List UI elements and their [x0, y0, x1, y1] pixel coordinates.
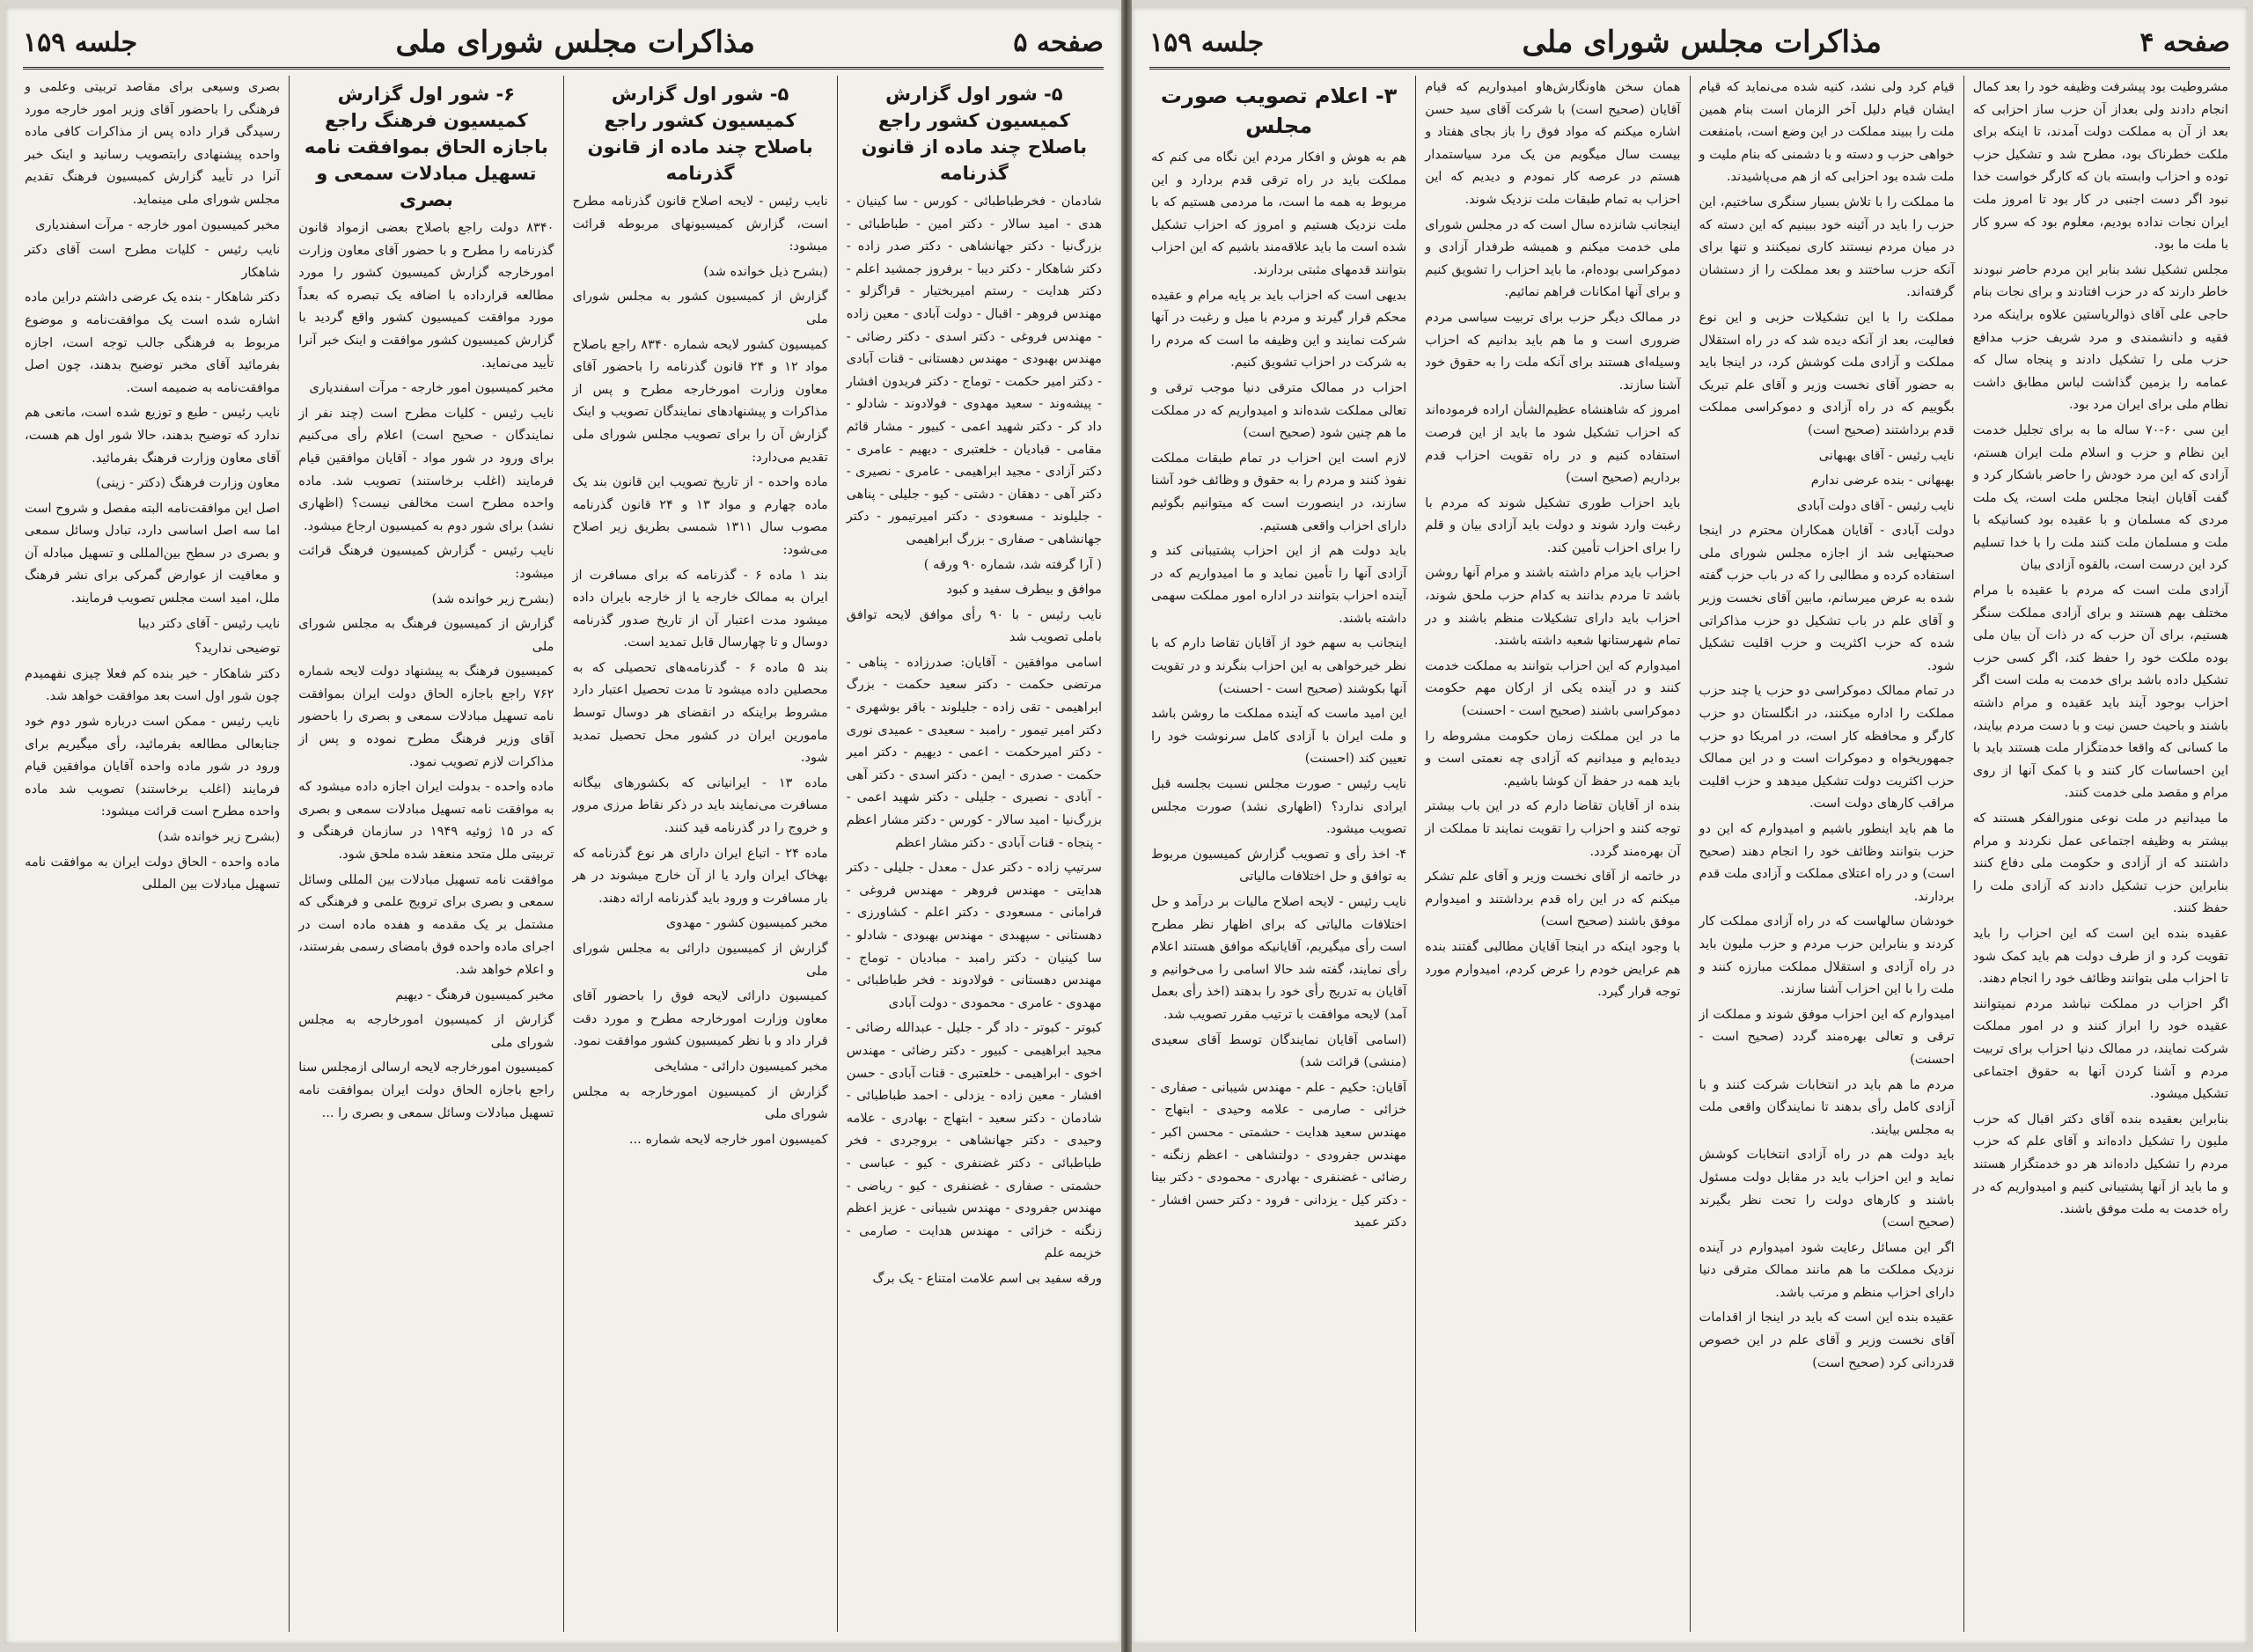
paragraph: مجلس تشکیل نشد بنابر این مردم حاضر نبودند خاطر دارند که در حزب افتادند و برای نجات بنام حاجی علی آقای ذوالریاستین علاوه براینکه مرد فقیه و دانشمندی و مرد شریف حزب مدافع حزب ملی را تشکیل دادند و پنجاه سال که عمامه را بزمین گذاشت لباس مطابق داشت نظام ملی برای ایران مرد بود. — [1972, 261, 2228, 413]
paragraph: بصری وسیعی برای مقاصد تربیتی وعلمی و فرهنگی را باحضور آقای وزیر امور خارجه مورد رسیدگی قرار داده پس از مذاکرات کافی ماده واحده پیشنهادی رابتصویب رسانید و اینک خبر آنرا در تأیید گزارش کمیسیون فرهنگ تقدیم مجلس شورای ملی مینماید. — [25, 79, 281, 207]
right-page-session: جلسه ۱۵۹ — [1149, 26, 1265, 58]
right-page-number: صفحه ۴ — [2139, 26, 2230, 58]
paragraph: امیدوارم که این احزاب بتوانند به مملکت خدمت کنند و در آینده یکی از ارکان مهم حکومت دموکراسی باشند (صحیح است - احسنت) — [1425, 657, 1681, 719]
paragraph: مخبر کمیسیون امور خارجه - مرآت اسفندیاری — [309, 380, 554, 396]
paragraph: ۸۳۴۰ دولت راجع باصلاح بعضی ازمواد قانون گذرنامه را مطرح و با حضور آقای معاون وزارت امورخارجه گزارش کمیسیون کشور را مورد مطالعه قرارداده با اضافه یک تبصره که بعداً مورد موافقت کمیسیون کشور واقع گردید با گزارش کمیسیون کشور موافقت و اینک خبر آنرا تأیید می‌نماید. — [298, 220, 554, 371]
paragraph: در خاتمه از آقای نخست وزیر و آقای علم تشکر میکنم که در این راه قدم برداشتند و امیدوارم موفق باشند (صحیح است) — [1425, 869, 1681, 929]
paragraph: نایب رئیس - صورت مجلس نسبت بجلسه قبل ایرادی ندارد؟ (اظهاری نشد) صورت مجلس تصویب میشود. — [1151, 776, 1407, 837]
paragraph: بند ۱ ماده ۶ - گذرنامه که برای مسافرت از ایران به ممالک خارجه یا از خارجه بایران داده میشود مدت اعتبار آن از تاریخ صدور گذرنامه دوسال و تا چهارسال قابل تمدید است. — [572, 567, 828, 650]
paragraph: اصل این موافقت‌نامه البته مفصل و شروح است اما سه اصل اساسی دارد، تبادل وسائل سمعی و بصری در سطح بین‌المللی و تسهیل مبادله آن و معافیت از عوارض گمرکی برای نشر فرهنگ ملل، امید است مجلس تصویب فرمایند. — [25, 500, 281, 606]
paragraph: عقیده بنده این است که باید در اینجا از اقدامات آقای نخست وزیر و آقای علم در این خصوص قدردانی کرد (صحیح است) — [1699, 1310, 1955, 1370]
paragraph: نایب رئیس - گزارش کمیسیون فرهنگ قرائت میشود: — [298, 543, 554, 581]
paragraph: اینجانب به سهم خود از آقایان تقاضا دارم که با نظر خیرخواهی به این احزاب بنگرند و در تقویت آنها بکوشند (صحیح است - احسنت) — [1151, 635, 1407, 696]
section-heading: ۶- شور اول گزارش کمیسیون فرهنگ راجع باجازه الحاق بموافقت نامه تسهیل مبادلات سمعی و بصری — [304, 84, 548, 210]
paragraph: گزارش از کمیسیون فرهنگ به مجلس شورای ملی — [298, 616, 554, 654]
paragraph: اگر احزاب در مملکت نباشد مردم نمیتوانند عقیده خود را ابراز کنند و در امور مملکت شرکت نمایند، در ممالک دنیا احزاب برای تربیت مردم و آشنا کردن آنها به حقوق اجتماعی تشکیل میشود. — [1972, 995, 2228, 1102]
paragraph: اسامی موافقین - آقایان: صدرزاده - پناهی - مرتضی حکمت - دکتر سعید حکمت - بزرگ ابراهیمی - تقی زاده - جلیلوند - باقر بوشهری - دکتر امیر تیمور - رامبد - سعیدی - عمیدی نوری - دکتر امیرحکمت - اعمی - دیهیم - دکتر امیر حکمت - صدری - ایمن - دکتر اسدی - دکتر آهی - آبادی - نصیری - جلیلی - دکتر شهید اعمی - بزرگ‌نیا - امید سالار - کورس - دکتر مشار اعظم - پنجاه - قنات آبادی - دکتر مشار اعظم — [846, 654, 1102, 850]
paragraph: احزاب باید مرام داشته باشند و مرام آنها روشن باشد تا مردم بدانند به کدام حزب ملحق شوند، احزاب باید دارای تشکیلات منظم باشند و در تمام شهرستانها شعبه داشته باشند. — [1425, 565, 1681, 649]
paragraph: گزارش از کمیسیون کشور به مجلس شورای ملی — [572, 289, 828, 327]
paragraph: (بشرح ذیل خوانده شد) — [703, 263, 828, 279]
paragraph: این امید ماست که آینده مملکت ما روشن باشد و ملت ایران با آزادی کامل سرنوشت خود را تعیین کند (احسنت) — [1151, 706, 1407, 767]
left-page-number: صفحه ۵ — [1013, 26, 1104, 58]
paragraph: ۴- اخذ رأی و تصویب گزارش کمیسیون مربوط به توافق و حل اختلافات مالیاتی — [1151, 846, 1407, 885]
paragraph: سرتیپ زاده - دکتر عدل - معدل - جلیلی - دکتر هدایتی - مهندس فروهر - مهندس فروغی - فرامانی - مسعودی - دکتر اعلم - کشاورزی - دهستانی - سپهبدی - مهندس بهبودی - شادلو - سا کینیان - دکتر رامبد - مبادیان - توماج - مهندس دهستانی - فولادوند - فخر طباطبائی - مهدوی - عامری - محمودی - دولت آبادی — [846, 860, 1102, 1010]
paragraph: (بشرح زیر خوانده شد) — [431, 591, 554, 606]
paragraph: دولت آبادی - آقایان همکاران محترم در اینجا صحبتهایی شد از اجازه مجلس شورای ملی استفاده کرده و مطالبی را که در باب حزب گفته شده به عرض میرسانم، مابین آقای نخست وزیر و آقای علم در باب تشکیل دو حزب مذاکراتی شده که حزب اکثریت و حزب اقلیت تشکیل شود. — [1699, 523, 1955, 673]
paragraph: مخبر کمیسیون دارائی - مشایخی — [654, 1058, 828, 1074]
text-column — [838, 76, 1111, 1632]
text-column — [290, 76, 563, 1632]
paragraph: توضیحی ندارید؟ — [194, 641, 281, 657]
paragraph: امیدوارم که این احزاب موفق شوند و مملکت از ترقی و تعالی بهره‌مند گردد (صحیح است - احسنت) — [1699, 1006, 1955, 1067]
paragraph: این سی ۶۰-۷۰ ساله ما به برای تجلیل خدمت این نظام و حزب و اسلام ملت ایران هستم، آزادی که این مرد خودش را حاضر باشکار کرد و گفت آقایان اینجا مجلس ملت است، یک ملت مردی که مسلمان و با عقیده بود کسانیکه با ملت و مسلمان ملت کنند ملت را با خدا تسلیم کرد این درست است، بالقوه آزادی بیان — [1972, 422, 2228, 573]
paragraph: در تمام ممالک دموکراسی دو حزب یا چند حزب مملکت را اداره میکنند، در انگلستان دو حزب کارگر و محافظه کار است، در امریکا دو حزب جمهوریخواه و دموکرات است و در این ممالک حزب اکثریت دولت تشکیل میدهد و حزب اقلیت مراقب کارهای دولت است. — [1699, 683, 1955, 811]
paragraph: نایب رئیس - آقای دکتر دیبا — [137, 615, 281, 631]
paragraph: نایب رئیس - ممکن است درباره شور دوم خود جنابعالی مطالعه بفرمائید، رأی میگیریم برای ورود در شور ماده واحده آقایان موافقین قیام فرمایند (اغلب برخاستند) تصویب شد ماده واحده مطرح است قرائت میشود: — [25, 714, 281, 819]
paragraph: ماده واحده - الحاق دولت ایران به موافقت نامه تسهیل مبادلات بین المللی — [25, 854, 281, 892]
paragraph: (بشرح زیر خوانده شد) — [158, 829, 281, 844]
paragraph: مشروطیت بود پیشرفت وظیفه خود را بعد کمال انجام دادند ولی بعداز آن حزب ساز احزابی که بعد از آن به مملکت دولت آمدند، تا اینکه برای ملکت خطرناک بود، مطرح شد و تشکیل حزب توده و احزاب وابسته بان که کارگر خواست خدا نبود اگر دست اجنبی در کار بود تا امروز ملت ایران نجات نداده بودیم، معلوم بود که سرو کار با ملت ما بود. — [1972, 79, 2228, 253]
paragraph: بدیهی است که احزاب باید بر پایه مرام و عقیده محکم قرار گیرند و مردم با میل و رغبت در آنها شرکت نمایند و این وظیفه ما است که مردم را به شرکت در احزاب تشویق کنیم. — [1151, 287, 1407, 371]
paragraph: مخبر کمیسیون فرهنگ - دیهیم — [395, 987, 554, 1002]
left-page-columns — [16, 76, 1111, 1632]
paragraph: آزادی ملت است که مردم با عقیده با مرام مختلف بهم هستند و برای آزادی مملکت سنگر هستیم، برای آن حزب که در ذات آن بیان ملی بوده ملکت خود را حفظ کند، اگر کسی حزب تشکیل داده باشد برای خدمت به ملت است اگر احزاب بوجود آیند باید عقیده و مرام داشته باشند و باحیث حسن نیت و با دست مردم بیایند، ما کسانی که واقعا خدمتگزار ملت هستند باید با این احساسات کار کنند و با کمک آنها از روی مرام و مقصد ملی خدمت کنند. — [1972, 583, 2228, 801]
paragraph: گزارش از کمیسیون امورخارجه به مجلس شورای ملی — [298, 1012, 554, 1050]
paragraph: احزاب در ممالک مترقی دنیا موجب ترقی و تعالی مملکت شده‌اند و امیدواریم که در مملکت ما هم چنین شود (صحیح است) — [1151, 379, 1407, 441]
paragraph: نایب رئیس - با ۹۰ رأی موافق لایحه توافق باملی تصویب شد — [846, 606, 1102, 645]
paragraph: شادمان - فخرطباطبائی - کورس - سا کینیان - هدی - امید سالار - دکتر امین - طباطبائی - بزرگ‌نیا - دکتر جهانشاهی - دکتر صدر زاده - دکتر شاهکار - دکتر دیبا - برفروز جمشید اعلم - دکتر هدایت - رستم امیربختیار - قراگزلو - مهندس فروهر - اقبال - دولت آبادی - معین زاده - مهندس فروغی - دکتر اسدی - دکتر رضائی - مهندس بهبودی - مهندس دهستانی - قنات آبادی - دکتر امیر حکمت - توماج - دکتر فریدون افشار - پیشه‌وند - سعید مهدوی - فولادوند - شادلو - داد کر - دکتر شهید اعمی - کبیور - مشار قائم مقامی - قبادیان - خلعتبری - دیهیم - عامری - دکتر آزادی - مجید ابراهیمی - عامری - نصیری - دکتر آهی - دهقان - دشتی - کیو - جلیلی - پناهی - جلیلوند - مسعودی - دکتر امیرتیمور - دکتر جهانشاهی - صفاری - بزرگ ابراهیمی — [846, 194, 1102, 547]
section-heading: ۵- شور اول گزارش کمیسیون کشور راجع باصلاح چند ماده از قانون گذرنامه — [587, 84, 813, 184]
paragraph: مخبر کمیسیون کشور - مهدوی — [665, 915, 828, 931]
paragraph: نایب رئیس - آقای بهبهانی — [1818, 447, 1955, 463]
paragraph: نایب رئیس - لایحه اصلاح قانون گذرنامه مطرح است، گزارش کمیسیونهای مربوطه قرائت میشود: — [572, 194, 828, 254]
paragraph: نایب رئیس - آقای دولت آبادی — [1796, 497, 1955, 513]
paragraph: ماده ۲۴ - اتباع ایران دارای هر نوع گذرنامه که بهخاک ایران وارد یا از آن خارج میشوند در هر بار مسافرت و ورود باید گذرنامه ارائه دهند. — [572, 845, 828, 906]
paragraph: مردم ما هم باید در انتخابات شرکت کنند و با آزادی کامل رأی بدهند تا نمایندگان واقعی ملت به مجلس بیایند. — [1699, 1076, 1955, 1137]
paragraph: کمیسیون فرهنگ به پیشنهاد دولت لایحه شماره ۷۶۲ راجع باجازه الحاق دولت ایران بموافقت نامه تسهیل مبادلات سمعی و بصری را باحضور آقای وزیر فرهنگ مطرح نموده و پس از مذاکرات لازم تصویب نمود. — [298, 664, 554, 769]
paragraph: عقیده بنده این است که این احزاب را باید تقویت کرد و از طرف دولت هم باید کمک شود تا احزاب ملی بتوانند وظائف خود را انجام دهند. — [1972, 925, 2228, 987]
paragraph: نایب رئیس - لایحه اصلاح مالیات بر درآمد و حل اختلافات مالیاتی که برای اظهار نظر مطرح است رأی میگیریم، آقایانیکه موافق هستند اعلام رأی نمایند، گفته شد حالا اسامی را می‌خوانیم و آقایان به تدریج رأی خود را بدهند (اخذ رأی بعمل آمد) لایحه موافقت با ترتیب مقرر تصویب شد. — [1151, 894, 1407, 1022]
paragraph: گزارش از کمیسیون امورخارجه به مجلس شورای ملی — [572, 1083, 828, 1122]
right-page-columns — [1142, 76, 2237, 1632]
paragraph: ماده واحده - از تاریخ تصویب این قانون بند یک ماده چهارم و مواد ۱۳ و ۲۴ قانون گذرنامه مصوب سال ۱۳۱۱ شمسی بطریق زیر اصلاح می‌شود: — [572, 474, 828, 557]
paragraph: مخبر کمیسیون امور خارجه - مرآت اسفندیاری — [35, 217, 281, 232]
paragraph: همان سخن هاونگارش‌هاو امیدواریم که قیام آقایان (صحیح است) با شرکت آقای سید حسن اشاره میکنم که مواد فوق را باز بجای هفتاد و بیست سال میگویم من یک مرد سیاستمدار هستم در عرصه کار نمودم و دیدیم که این احزاب به تمام طبقات ملت نزدیک شوند. — [1425, 79, 1681, 207]
paragraph: نایب رئیس - کلیات مطرح است (چند نفر از نمایندگان - صحیح است) اعلام رأی می‌کنیم برای ورود در شور مواد - آقایان موافقین قیام فرمایند (اغلب برخاستند) تصویب شد. ماده واحده مطرح است مخالفی نیست؟ (اظهاری نشد) برای شور دوم به کمیسیون ارجاع میشود. — [298, 405, 554, 533]
text-column — [1964, 76, 2237, 1632]
paragraph: هم به هوش و افکار مردم این نگاه می کنم که مملکت باید در راه ترقی قدم بردارد و این مربوط به همه ما است، ما مردمی هستیم که با ملت نزدیک هستیم و امروز که احزاب تشکیل شده است ما باید علاقه‌مند باشیم که این احزاب بتوانند قدمهای مثبتی بردارند. — [1151, 150, 1407, 277]
left-page-session: جلسه ۱۵۹ — [23, 26, 138, 58]
text-column — [564, 76, 838, 1632]
paragraph: ما میدانیم در ملت نوعی منورالفکر هستند که بیشتر به وظیفه اجتماعی عمل نکردند و مرام داشتند که از آزادی و حکومت ملی دفاع کنند بنابراین حزب تشکیل دادند که آزادی ملت را حفظ کنند. — [1972, 811, 2228, 916]
paragraph: ما مملکت را با تلاش بسیار سنگری ساختیم، این حزب را باید در آئینه خود ببینیم که این دسته که در میان مردم نیستند کاری نمیکنند و تنها برای آنکه حزب ساختند و بعد مملکت را از دستشان گرفته‌اند. — [1699, 194, 1955, 300]
paragraph: اگر این مسائل رعایت شود امیدوارم در آینده نزدیک مملکت ما هم مانند ممالک مترقی دنیا دارای احزاب منظم و مرتب باشد. — [1699, 1239, 1955, 1300]
paragraph: قیام کرد ولی نشد، کنیه شده می‌نماید که قیام ایشان قیام دلیل آخر الزمان است بنام همین ملت را ببیند مملکت در این وضع است، بامنفعت خواهی حزب و دسته و با دشمنی که بنام ملیت و ملت شده بود احزابی که از هم می‌پاشیدند. — [1699, 79, 1955, 185]
paragraph: (اسامی آقایان نمایندگان توسط آقای سعیدی (منشی) قرائت شد) — [1151, 1032, 1407, 1070]
paragraph: کمیسیون امور خارجه لایحه شماره ... — [628, 1131, 828, 1147]
left-page-title: مذاکرات مجلس شورای ملی — [395, 25, 755, 60]
paragraph: امروز که شاهنشاه عظیم‌الشأن اراده فرموده‌اند که احزاب تشکیل شود ما باید از این فرصت استفاده کنیم و در راه تقویت احزاب قدم برداریم (صحیح است) — [1425, 402, 1681, 486]
paragraph: معاون وزارت فرهنگ (دکتر - زینی) — [95, 475, 281, 491]
paragraph: کمیسیون کشور لایحه شماره ۸۳۴۰ راجع باصلاح مواد ۱۲ و ۲۴ قانون گذرنامه را باحضور آقای معاون وزارت امورخارجه مطرح و پس از مذاکرات و پیشنهادهای نمایندگان تصویب و اینک گزارش آن را برای تصویب مجلس شورای ملی تقدیم می‌دارد: — [572, 336, 828, 465]
paragraph: بند ۵ ماده ۶ - گذرنامه‌های تحصیلی که به محصلین داده میشود تا مدت تحصیل اعتبار دارد مشروط براینکه در انقضای هر دوسال توسط مامورین ایران در کشور محل تحصیل تمدید شود. — [572, 659, 828, 766]
paragraph: کبوتر - کبوتر - داد گر - جلیل - عبدالله رضائی - مجید ابراهیمی - کبیور - دکتر رضائی - مهندس اخوی - ابراهیمی - خلعتبری - قنات آبادی - حسن افشار - معین زاده - یزدلی - احمد طباطبائی - شادمان - دکتر سعید - ابتهاج - بهادری - علامه وحیدی - دکتر جهانشاهی - بروجردی - فخر طباطبائی - دکتر غضنفری - کیو - عباسی - حشمتی - صفاری - غضنفری - کیو - ریاضی - مهندس جفرودی - مهندس شیبانی - عزیز اعظم زنگنه - خزائی - مهندس هدایت - صارمی - خزیمه علم — [846, 1020, 1102, 1261]
text-column — [1691, 76, 1964, 1632]
left-page — [5, 7, 1121, 1644]
paragraph: کمیسیون دارائی لایحه فوق را باحضور آقای معاون وزارت امورخارجه مطرح و مورد دقت قرار داد و با نظر کمیسیون کشور موافقت نمود. — [572, 988, 828, 1049]
right-page — [1132, 7, 2248, 1644]
paragraph: آقایان: حکیم - علم - مهندس شیبانی - صفاری - خزائی - صارمی - علامه وحیدی - ابتهاج - مهندس سعید هدایت - حشمتی - محسن اکبر - مهندس جفرودی - دولتشاهی - اعظم زنگنه - رضائی - غضنفری - بهادری - محمودی - دکتر بینا - دکتر کیل - یزدانی - فرود - دکتر حسن افشار - دکتر عمید — [1151, 1079, 1407, 1230]
paragraph: مملکت را با این تشکیلات حزبی و این نوع فعالیت، بعد از آنکه دیده شد که در راه استقلال مملکت و آزادی ملت کوشش کرد، در اینجا باید به حضور آقای نخست وزیر و آقای علم تبریک بگوییم که در راه آزادی و دموکراسی مملکت قدم برداشتند (صحیح است) — [1699, 309, 1955, 437]
text-column — [1142, 76, 1416, 1632]
paragraph: ما هم باید اینطور باشیم و امیدوارم که این دو حزب بتوانند وظائف خود را انجام دهند (صحیح است) و در راه اعتلای مملکت و آزادی ملت قدم بردارند. — [1699, 821, 1955, 904]
paragraph: باید احزاب طوری تشکیل شوند که مردم با رغبت وارد شوند و دولت باید آزادی بیان و قلم را برای احزاب تأمین کند. — [1425, 495, 1681, 555]
paragraph: در ممالک دیگر حزب برای تربیت سیاسی مردم ضروری است و ما هم باید بدانیم که احزاب وسیله‌ای هستند برای آنکه ملت را به حقوق خود آشنا سازند. — [1425, 309, 1681, 393]
paragraph: بهبهانی - بنده عرضی ندارم — [1810, 473, 1955, 488]
paragraph: ماده ۱۳ - ایرانیانی که بکشورهای بیگانه مسافرت می‌نمایند باید در ذکر نقاط مرزی مرور و خروج را در گذرنامه قید کنند. — [572, 775, 828, 836]
paragraph: موافقت نامه تسهیل مبادلات بین المللی وسائل سمعی و بصری برای ترویج علمی و فرهنگی که مشتمل بر یک مقدمه و هفده ماده است در اجرای ماده واحده فوق بامضای رسمی بفرستند، و اعلام خواهد شد. — [298, 871, 554, 977]
paragraph: خودشان سالهاست که در راه آزادی مملکت کار کردند و بنابراین حزب مردم و حزب ملیون باید در راه آزادی و استقلال مملکت مبارزه کنند و ملت را با این احزاب آشنا سازند. — [1699, 914, 1955, 997]
section-heading: ۳- اعلام تصویب صورت مجلس — [1160, 84, 1398, 138]
book-gutter — [1121, 0, 1132, 1652]
paragraph: نایب رئیس - کلیات مطرح است آقای دکتر شاهکار — [25, 242, 281, 280]
paragraph: لازم است این احزاب در تمام طبقات مملکت نفوذ کنند و مردم را به حقوق و وظائف خود آشنا سازند، در اینصورت است که میتوانیم بگوئیم دارای احزاب واقعی هستیم. — [1151, 450, 1407, 533]
paragraph: نایب رئیس - طبع و توزیع شده است، مانعی هم ندارد که توضیح بدهند، حالا شور اول هم هست، آقای معاون وزارت فرهنگ بفرمائید. — [25, 405, 281, 466]
paragraph: ورقه سفید بی اسم علامت امتناع - یک برگ — [872, 1270, 1102, 1286]
paragraph: ( آرا گرفته شد، شماره ۹۰ ورقه ) — [923, 556, 1102, 572]
text-column — [16, 76, 290, 1632]
right-page-title: مذاکرات مجلس شورای ملی — [1522, 25, 1882, 60]
paragraph: بنده از آقایان تقاضا دارم که در این باب بیشتر توجه کنند و احزاب را تقویت نمایند تا مملکت از آن بهره‌مند گردد. — [1425, 798, 1681, 859]
paragraph: کمیسیون امورخارجه لایحه ارسالی ازمجلس سنا راجع باجازه الحاق دولت ایران بموافقت نامه تسهیل مبادلات وسائل سمعی و بصری را ... — [298, 1060, 554, 1120]
left-page-header — [23, 18, 1104, 70]
paragraph: باید دولت هم در راه آزادی انتخابات کوشش نماید و این احزاب باید در مقابل دولت مسئول باشند و کارهای دولت را تحت نظر بگیرند (صحیح است) — [1699, 1147, 1955, 1230]
paragraph: گزارش از کمیسیون دارائی به مجلس شورای ملی — [572, 941, 828, 979]
right-page-header — [1149, 18, 2230, 70]
text-column — [1416, 76, 1690, 1632]
paragraph: با وجود اینکه در اینجا آقایان مطالبی گفتند بنده هم عرایض خودم را عرض کردم، امیدوارم مورد توجه قرار گیرد. — [1425, 938, 1681, 1000]
paragraph: باید دولت هم از این احزاب پشتیبانی کند و آزادی آنها را تأمین نماید و ما امیدواریم که در آینده احزاب بتوانند در اداره امور مملکت سهمی داشته باشند. — [1151, 543, 1407, 626]
paragraph: دکتر شاهکار - بنده یک عرضی داشتم دراین ماده اشاره شده است یک موافقت‌نامه و موضوع مربوط به فرهنگی جالب توجه است، اجازه بفرمائید آقای مخبر توضیح بدهند، چون اصل موافقت‌نامه به ضمیمه است. — [25, 290, 281, 395]
section-heading: ۵- شور اول گزارش کمیسیون کشور راجع باصلاح چند ماده از قانون گذرنامه — [861, 84, 1087, 184]
paragraph: اینجانب شانزده سال است که در مجلس شورای ملی خدمت میکنم و همیشه طرفدار آزادی و دموکراسی بوده‌ام، ما باید احزاب را تشویق کنیم و برای آنها امکانات فراهم نمائیم. — [1425, 217, 1681, 300]
paragraph: دکتر شاهکار - خیر بنده کم فعلا چیزی نفهمیدم چون شور اول است بعد موافقت خواهد شد. — [25, 665, 281, 704]
paragraph: موافق و بیطرف سفید و کبود — [946, 582, 1102, 598]
paragraph: ما در این مملکت زمان حکومت مشروطه را دیده‌ایم و میدانیم که آزادی چه نعمتی است و باید همه در حفظ آن کوشا باشیم. — [1425, 728, 1681, 789]
paragraph: بنابراین بعقیده بنده آقای دکتر اقبال که حزب ملیون را تشکیل داده‌اند و آقای علم که حزب مردم را تشکیل داده‌اند هر دو خدمتگزار هستند و ما باید از آنها پشتیبانی کنیم و امیدواریم که در راه خدمت به ملت موفق باشند. — [1972, 1111, 2228, 1217]
paragraph: ماده واحده - بدولت ایران اجازه داده میشود که به موافقت نامه تسهیل مبادلات سمعی و بصری که در ۱۵ ژوئیه ۱۹۴۹ در سازمان فرهنگی و تربیتی ملل متحد منعقد شده ملحق شود. — [298, 779, 554, 863]
